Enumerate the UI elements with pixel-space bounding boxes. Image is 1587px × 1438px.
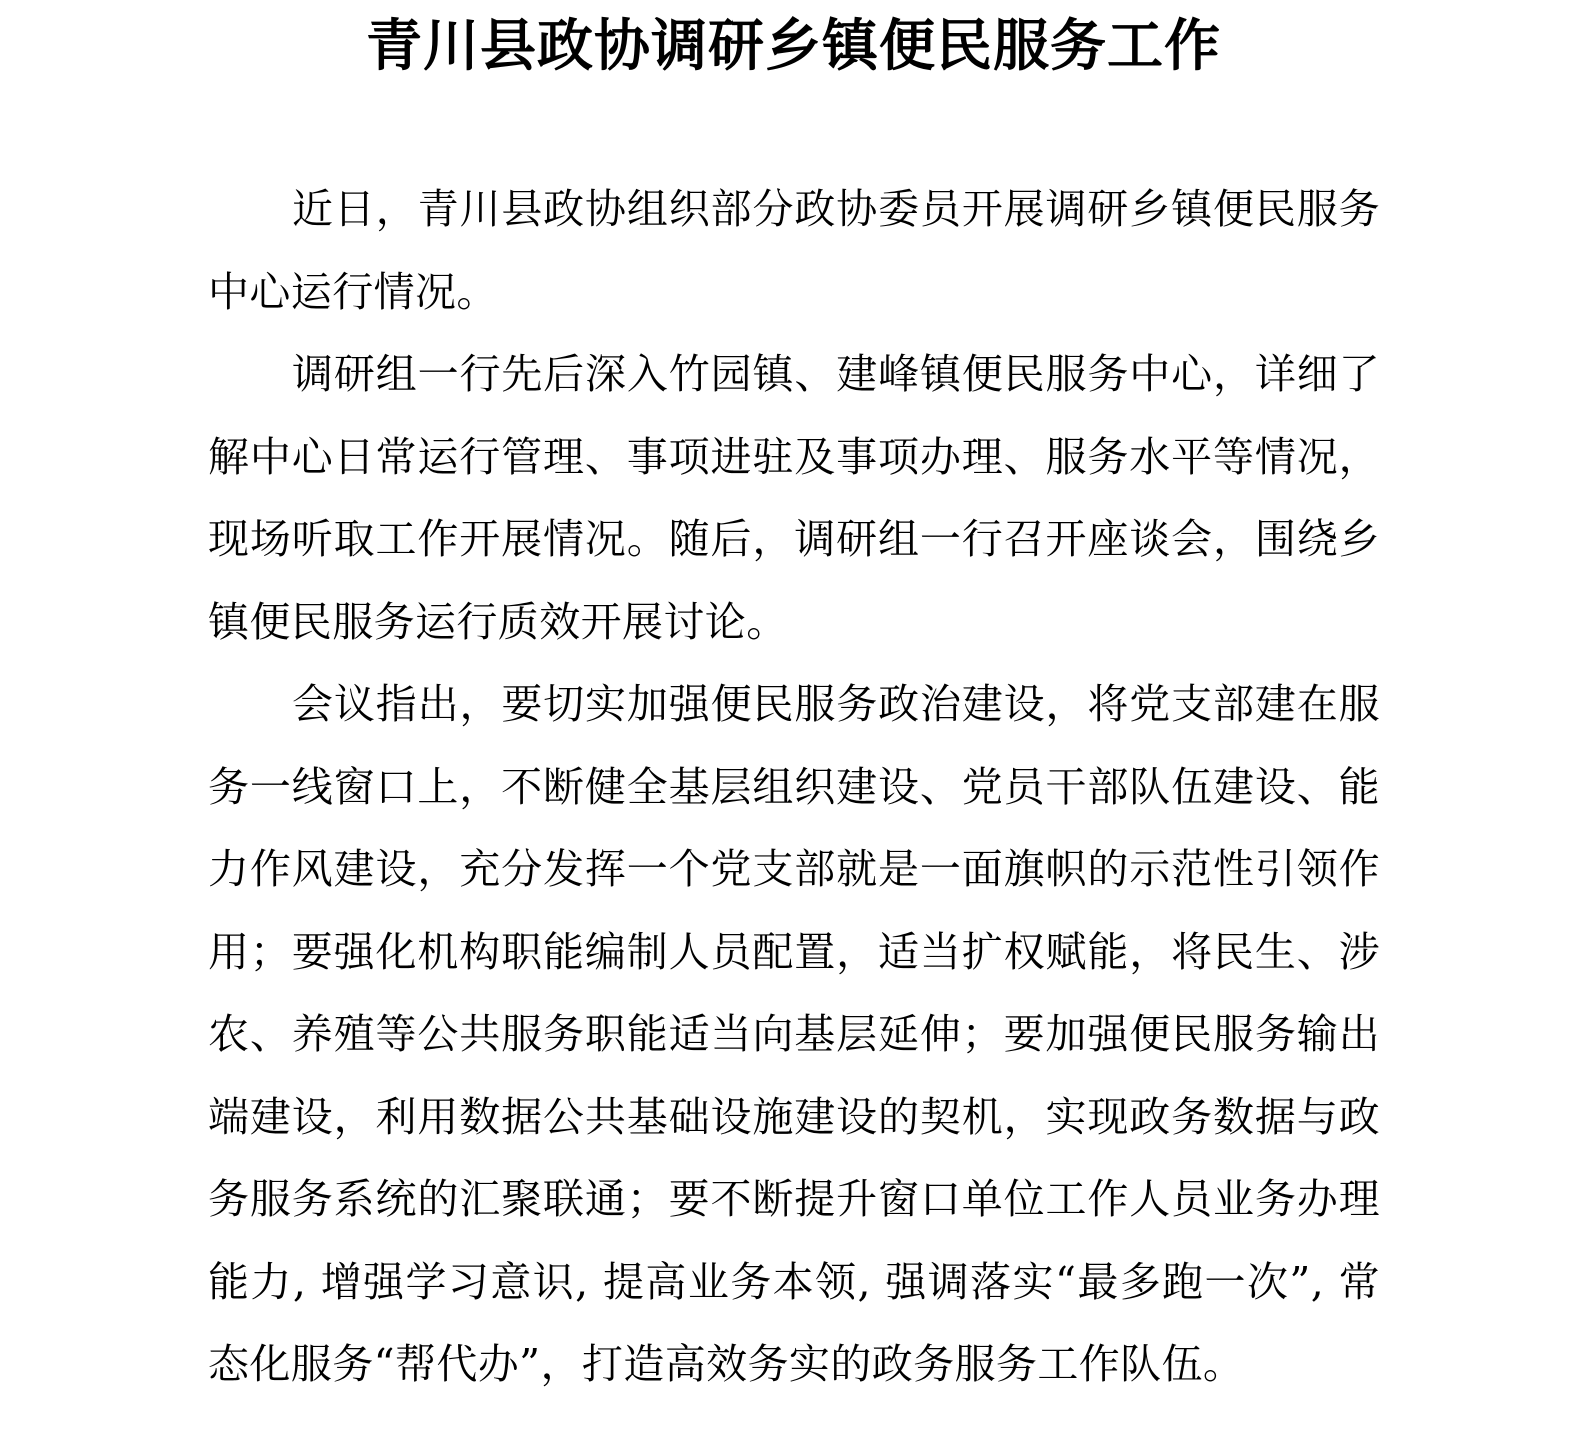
document-title: 青川县政协调研乡镇便民服务工作 [366,13,1221,79]
paragraph-1: 近日，青川县政协组织部分政协委员开展调研乡镇便民服务中心运行情况。 [208,185,1380,316]
paragraph-2: 调研组一行先后深入竹园镇、建峰镇便民服务中心，详细了解中心日常运行管理、事项进驻及事项办理、服务水平等情况，现场听取工作开展情况。随后，调研组一行召开座谈会，围绕乡镇便民服务运行质效开展讨论。 [208,350,1380,646]
paragraph-3: 会议指出，要切实加强便民服务政治建设，将党支部建在服务一线窗口上，不断健全基层组织建设、党员干部队伍建设、能力作风建设，充分发挥一个党支部就是一面旗帜的示范性引领作用；要强化机构职能编制人员配置，适当扩权赋能，将民生、涉农、养殖等公共服务职能适当向基层延伸；要加强便民服务输出端建设，利用数据公共基础设施建设的契机，实现政务数据与政务服务系统的汇聚联通；要不断提升窗口单位工作人员业务办理能力, 增强学习意识, 提高业务本领, 强调落实“最多跑一次”, 常态化服务“帮代办”，打造高效务实的政务服务工作队伍。 [208,680,1380,1388]
document-body [208,168,1380,1406]
